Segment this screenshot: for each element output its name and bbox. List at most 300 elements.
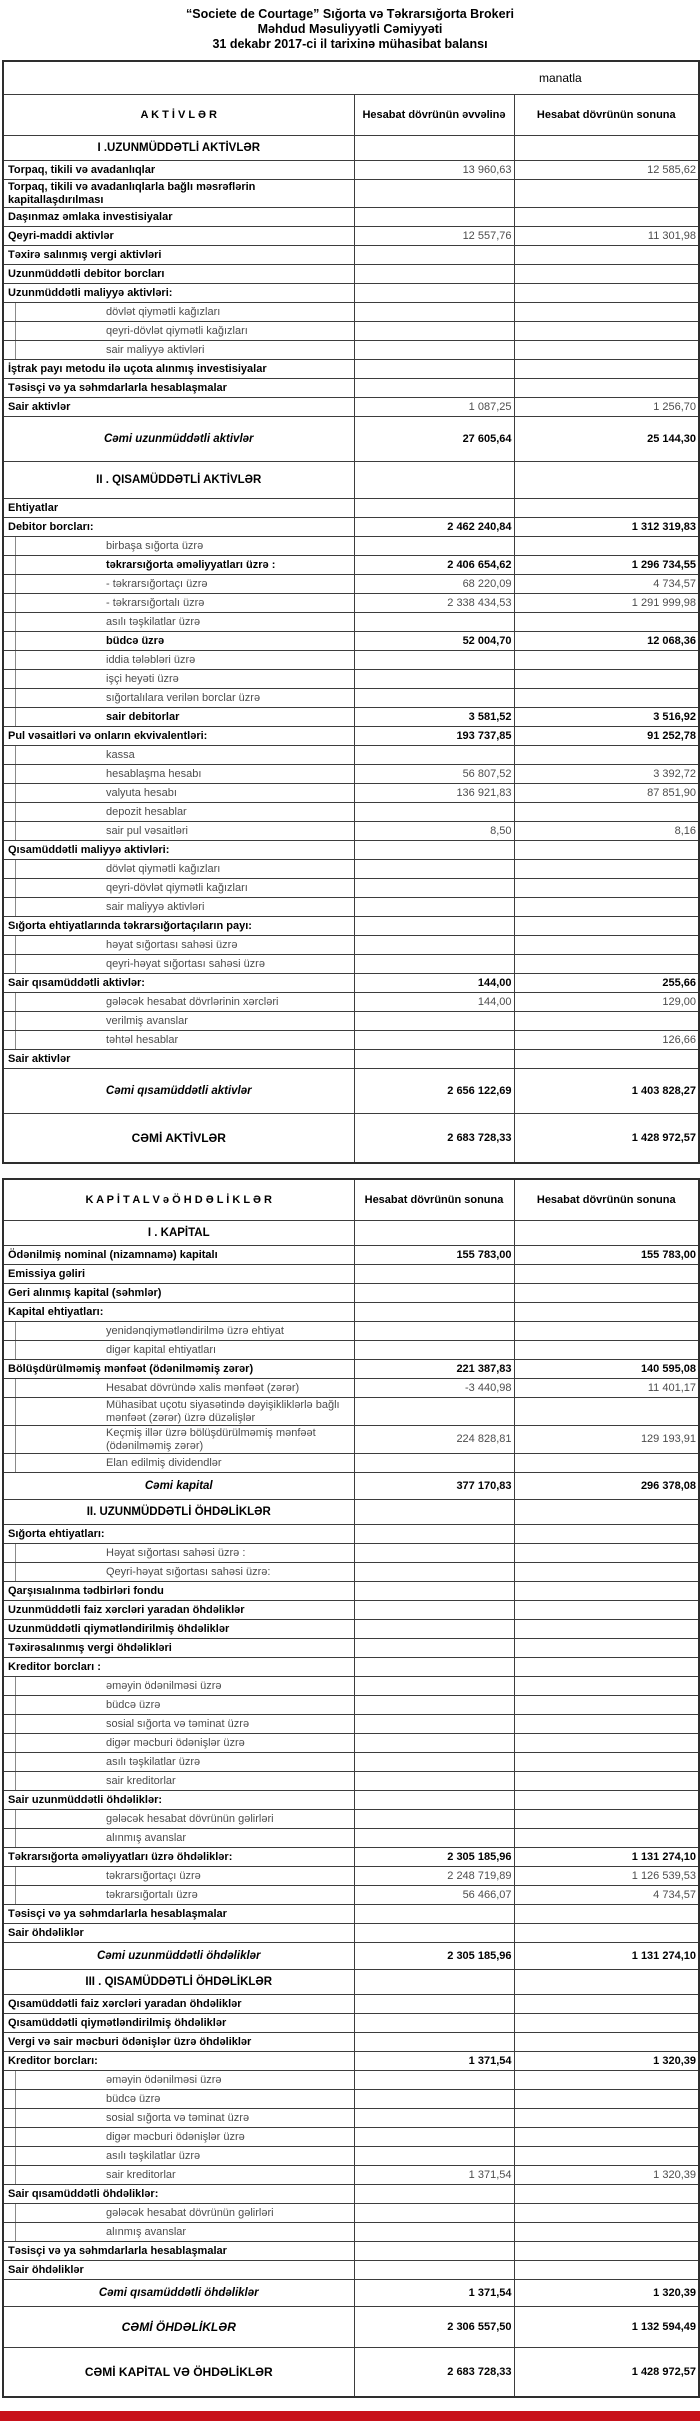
value-cell-period-1 xyxy=(354,379,514,398)
table-row xyxy=(3,2128,699,2147)
assets-header-col1: Hesabat dövrünün əvvəlinə xyxy=(354,95,514,136)
row-label: II. UZUNMÜDDƏTLİ ÖHDƏLİKLƏR xyxy=(3,1500,354,1525)
value-cell-period-2 xyxy=(514,1924,699,1943)
row-label: Emissiya gəliri xyxy=(3,1265,354,1284)
value-cell-period-2 xyxy=(514,936,699,955)
value-cell-period-1 xyxy=(354,689,514,708)
row-label: gələcək hesabat dövrünün gəlirləri xyxy=(3,2204,354,2223)
value-cell-period-1 xyxy=(354,322,514,341)
row-label: büdcə üzrə xyxy=(3,1696,354,1715)
value-cell-period-1 xyxy=(354,803,514,822)
value-cell-period-2: 1 320,39 xyxy=(514,2280,699,2307)
equity-header-label: K A P İ T A L V ə Ö H D Ə L İ K L Ə R xyxy=(3,1179,354,1221)
row-label: Torpaq, tikili və avadanlıqlar xyxy=(3,161,354,180)
value-cell-period-1: 144,00 xyxy=(354,993,514,1012)
value-cell-period-2 xyxy=(514,1284,699,1303)
value-cell-period-1: 2 338 434,53 xyxy=(354,594,514,613)
table-row xyxy=(3,1995,699,2014)
value-cell-period-2: 1 428 972,57 xyxy=(514,2348,699,2398)
value-cell-period-2 xyxy=(514,1500,699,1525)
table-row xyxy=(3,136,699,161)
row-label: Vergi və sair məcburi ödənişlər üzrə öhdəliklər xyxy=(3,2033,354,2052)
row-label: Kapital ehtiyatları: xyxy=(3,1303,354,1322)
value-cell-period-2 xyxy=(514,322,699,341)
value-cell-period-1 xyxy=(354,2242,514,2261)
row-label: asılı təşkilatlar üzrə xyxy=(3,1753,354,1772)
value-cell-period-2 xyxy=(514,1639,699,1658)
value-cell-period-1 xyxy=(354,2033,514,2052)
value-cell-period-1: 221 387,83 xyxy=(354,1360,514,1379)
value-cell-period-2: 1 132 594,49 xyxy=(514,2307,699,2348)
value-cell-period-1 xyxy=(354,1829,514,1848)
table-row xyxy=(3,303,699,322)
table-row xyxy=(3,284,699,303)
table-row xyxy=(3,1601,699,1620)
value-cell-period-1 xyxy=(354,860,514,879)
table-row xyxy=(3,1246,699,1265)
table-row xyxy=(3,1050,699,1069)
value-cell-period-1: 193 737,85 xyxy=(354,727,514,746)
value-cell-period-1 xyxy=(354,1753,514,1772)
value-cell-period-1: 8,50 xyxy=(354,822,514,841)
value-cell-period-2 xyxy=(514,2033,699,2052)
value-cell-period-1: 2 683 728,33 xyxy=(354,1114,514,1164)
row-label: digər məcburi ödənişlər üzrə xyxy=(3,2128,354,2147)
row-label: Debitor borcları: xyxy=(3,518,354,537)
row-label: CƏMİ AKTİVLƏR xyxy=(3,1114,354,1164)
value-cell-period-2: 11 301,98 xyxy=(514,227,699,246)
value-cell-period-1 xyxy=(354,1012,514,1031)
row-label: Qısamüddətli maliyyə aktivləri: xyxy=(3,841,354,860)
row-label: Təxirəsalınmış vergi öhdəlikləri xyxy=(3,1639,354,1658)
table-row xyxy=(3,1772,699,1791)
table-row xyxy=(3,246,699,265)
value-cell-period-2 xyxy=(514,499,699,518)
value-cell-period-2 xyxy=(514,360,699,379)
value-cell-period-2 xyxy=(514,1544,699,1563)
row-label: Həyat sığortası sahəsi üzrə : xyxy=(3,1544,354,1563)
assets-header-label: A K T İ V L Ə R xyxy=(3,95,354,136)
value-cell-period-1 xyxy=(354,1715,514,1734)
value-cell-period-2 xyxy=(514,462,699,499)
row-label: III . QISAMÜDDƏTLİ ÖHDƏLİKLƏR xyxy=(3,1970,354,1995)
row-label: Qısamüddətli faiz xərcləri yaradan öhdəliklər xyxy=(3,1995,354,2014)
value-cell-period-2 xyxy=(514,1525,699,1544)
value-cell-period-1: 2 656 122,69 xyxy=(354,1069,514,1114)
row-label: CƏMİ KAPİTAL VƏ ÖHDƏLİKLƏR xyxy=(3,2348,354,2398)
table-row xyxy=(3,265,699,284)
row-label: Keçmiş illər üzrə bölüşdürülməmiş mənfəət (ödənilməmiş zərər) xyxy=(3,1426,354,1454)
value-cell-period-1 xyxy=(354,2090,514,2109)
value-cell-period-2 xyxy=(514,1905,699,1924)
value-cell-period-2 xyxy=(514,879,699,898)
value-cell-period-1 xyxy=(354,1639,514,1658)
value-cell-period-2: 4 734,57 xyxy=(514,575,699,594)
bottom-red-bar xyxy=(0,2411,700,2421)
value-cell-period-2 xyxy=(514,803,699,822)
value-cell-period-2 xyxy=(514,1829,699,1848)
row-label: hesablaşma hesabı xyxy=(3,765,354,784)
table-row xyxy=(3,462,699,499)
value-cell-period-2: 155 783,00 xyxy=(514,1246,699,1265)
row-label: yenidənqiymətləndirilmə üzrə ehtiyat xyxy=(3,1322,354,1341)
value-cell-period-2 xyxy=(514,1012,699,1031)
value-cell-period-2 xyxy=(514,2204,699,2223)
row-label: birbaşa sığorta üzrə xyxy=(3,537,354,556)
table-row xyxy=(3,2014,699,2033)
table-row xyxy=(3,360,699,379)
row-label: dövlət qiymətli kağızları xyxy=(3,860,354,879)
row-label: həyat sığortası sahəsi üzrə xyxy=(3,936,354,955)
row-label: Sığorta ehtiyatlarında təkrarsığortaçıların payı: xyxy=(3,917,354,936)
table-row xyxy=(3,1886,699,1905)
value-cell-period-1 xyxy=(354,1303,514,1322)
row-label: Sair qısamüddətli öhdəliklər: xyxy=(3,2185,354,2204)
row-label: valyuta hesabı xyxy=(3,784,354,803)
currency-label: manatla xyxy=(3,61,699,95)
table-row xyxy=(3,2223,699,2242)
value-cell-period-1 xyxy=(354,1810,514,1829)
value-cell-period-2 xyxy=(514,2223,699,2242)
value-cell-period-2: 3 516,92 xyxy=(514,708,699,727)
value-cell-period-1: 56 466,07 xyxy=(354,1886,514,1905)
value-cell-period-1 xyxy=(354,746,514,765)
value-cell-period-1: 56 807,52 xyxy=(354,765,514,784)
value-cell-period-1 xyxy=(354,180,514,208)
value-cell-period-2 xyxy=(514,1620,699,1639)
value-cell-period-1: 377 170,83 xyxy=(354,1473,514,1500)
value-cell-period-1: 3 581,52 xyxy=(354,708,514,727)
row-label: Uzunmüddətli maliyyə aktivləri: xyxy=(3,284,354,303)
value-cell-period-2 xyxy=(514,1772,699,1791)
value-cell-period-2 xyxy=(514,1753,699,1772)
value-cell-period-1: 2 306 557,50 xyxy=(354,2307,514,2348)
assets-header-row xyxy=(3,95,699,136)
value-cell-period-1 xyxy=(354,2071,514,2090)
equity-header-col2: Hesabat dövrünün sonuna xyxy=(514,1179,699,1221)
value-cell-period-1: 2 248 719,89 xyxy=(354,1867,514,1886)
value-cell-period-1 xyxy=(354,1905,514,1924)
value-cell-period-2 xyxy=(514,670,699,689)
value-cell-period-2 xyxy=(514,341,699,360)
value-cell-period-2 xyxy=(514,1810,699,1829)
row-label: Təsisçi və ya səhmdarlarla hesablaşmalar xyxy=(3,2242,354,2261)
table-row xyxy=(3,2033,699,2052)
table-row xyxy=(3,765,699,784)
table-row xyxy=(3,613,699,632)
value-cell-period-1 xyxy=(354,1601,514,1620)
table-row xyxy=(3,670,699,689)
table-row xyxy=(3,180,699,208)
table-row xyxy=(3,1069,699,1114)
value-cell-period-2: 3 392,72 xyxy=(514,765,699,784)
table-row xyxy=(3,1563,699,1582)
table-row xyxy=(3,1943,699,1970)
value-cell-period-2 xyxy=(514,1677,699,1696)
table-row xyxy=(3,1360,699,1379)
equity-table xyxy=(2,1178,700,2398)
table-row xyxy=(3,860,699,879)
value-cell-period-2 xyxy=(514,1791,699,1810)
table-row xyxy=(3,1284,699,1303)
value-cell-period-1 xyxy=(354,1525,514,1544)
table-row xyxy=(3,2052,699,2071)
row-label: Sair aktivlər xyxy=(3,1050,354,1069)
row-label: sair kreditorlar xyxy=(3,2166,354,2185)
table-row xyxy=(3,1715,699,1734)
table-row xyxy=(3,1829,699,1848)
row-label: depozit hesablar xyxy=(3,803,354,822)
row-label: verilmiş avanslar xyxy=(3,1012,354,1031)
value-cell-period-2 xyxy=(514,1322,699,1341)
value-cell-period-1 xyxy=(354,1544,514,1563)
title-line-3: 31 dekabr 2017-ci il tarixinə mühasibat balansı xyxy=(212,37,488,51)
row-label: qeyri-həyat sığortası sahəsi üzrə xyxy=(3,955,354,974)
currency-row xyxy=(3,61,699,95)
row-label: Qeyri-həyat sığortası sahəsi üzrə: xyxy=(3,1563,354,1582)
row-label: qeyri-dövlət qiymətli kağızları xyxy=(3,322,354,341)
table-row xyxy=(3,417,699,462)
table-row xyxy=(3,708,699,727)
row-label: sosial sığorta və təminat üzrə xyxy=(3,1715,354,1734)
assets-table xyxy=(2,60,700,1164)
row-label: digər məcburi ödənişlər üzrə xyxy=(3,1734,354,1753)
row-label: Sair aktivlər xyxy=(3,398,354,417)
value-cell-period-1 xyxy=(354,1970,514,1995)
row-label: Torpaq, tikili və avadanlıqlarla bağlı məsrəflərin kapitallaşdırılması xyxy=(3,180,354,208)
value-cell-period-1 xyxy=(354,341,514,360)
table-row xyxy=(3,518,699,537)
value-cell-period-2: 1 131 274,10 xyxy=(514,1848,699,1867)
value-cell-period-2: 1 312 319,83 xyxy=(514,518,699,537)
value-cell-period-1 xyxy=(354,651,514,670)
value-cell-period-2: 87 851,90 xyxy=(514,784,699,803)
value-cell-period-2: 1 296 734,55 xyxy=(514,556,699,575)
table-row xyxy=(3,1341,699,1360)
value-cell-period-1 xyxy=(354,1620,514,1639)
table-row xyxy=(3,227,699,246)
row-label: Sair öhdəliklər xyxy=(3,2261,354,2280)
value-cell-period-2 xyxy=(514,2185,699,2204)
row-label: Ödənilmiş nominal (nizamnamə) kapitalı xyxy=(3,1246,354,1265)
value-cell-period-1: 136 921,83 xyxy=(354,784,514,803)
table-row xyxy=(3,1867,699,1886)
value-cell-period-1 xyxy=(354,1031,514,1050)
value-cell-period-1 xyxy=(354,1563,514,1582)
table-gap xyxy=(0,1164,700,1178)
value-cell-period-1 xyxy=(354,1500,514,1525)
value-cell-period-1 xyxy=(354,2204,514,2223)
table-row xyxy=(3,746,699,765)
value-cell-period-1: -3 440,98 xyxy=(354,1379,514,1398)
value-cell-period-2: 11 401,17 xyxy=(514,1379,699,1398)
row-label: asılı təşkilatlar üzrə xyxy=(3,2147,354,2166)
value-cell-period-2 xyxy=(514,746,699,765)
row-label: gələcək hesabat dövrlərinin xərcləri xyxy=(3,993,354,1012)
value-cell-period-2 xyxy=(514,2109,699,2128)
table-row xyxy=(3,1454,699,1473)
row-label: sair maliyyə aktivləri xyxy=(3,341,354,360)
value-cell-period-2 xyxy=(514,2242,699,2261)
row-label: CƏMİ ÖHDƏLİKLƏR xyxy=(3,2307,354,2348)
table-row xyxy=(3,1620,699,1639)
value-cell-period-1 xyxy=(354,1924,514,1943)
table-row xyxy=(3,398,699,417)
value-cell-period-1 xyxy=(354,1772,514,1791)
table-row xyxy=(3,2071,699,2090)
table-row xyxy=(3,803,699,822)
table-row xyxy=(3,898,699,917)
value-cell-period-1 xyxy=(354,1265,514,1284)
table-row xyxy=(3,1473,699,1500)
value-cell-period-2 xyxy=(514,1970,699,1995)
value-cell-period-1 xyxy=(354,2128,514,2147)
value-cell-period-1 xyxy=(354,936,514,955)
table-row xyxy=(3,974,699,993)
row-label: Sığorta ehtiyatları: xyxy=(3,1525,354,1544)
table-row xyxy=(3,1848,699,1867)
row-label: Cəmi qısamüddətli aktivlər xyxy=(3,1069,354,1114)
value-cell-period-2 xyxy=(514,1398,699,1426)
row-label: büdcə üzrə xyxy=(3,2090,354,2109)
value-cell-period-1 xyxy=(354,2261,514,2280)
table-row xyxy=(3,1303,699,1322)
table-row xyxy=(3,161,699,180)
row-label: qeyri-dövlət qiymətli kağızları xyxy=(3,879,354,898)
value-cell-period-1 xyxy=(354,955,514,974)
document-title xyxy=(0,0,700,60)
table-row xyxy=(3,2109,699,2128)
value-cell-period-2 xyxy=(514,537,699,556)
value-cell-period-1: 1 371,54 xyxy=(354,2052,514,2071)
value-cell-period-1 xyxy=(354,2185,514,2204)
value-cell-period-1 xyxy=(354,208,514,227)
row-label: Cəmi uzunmüddətli öhdəliklər xyxy=(3,1943,354,1970)
row-label: Qarşısıalınma tədbirləri fondu xyxy=(3,1582,354,1601)
row-label: Elan edilmiş dividendlər xyxy=(3,1454,354,1473)
table-row xyxy=(3,2348,699,2398)
table-row xyxy=(3,1398,699,1426)
row-label: sair maliyyə aktivləri xyxy=(3,898,354,917)
row-label: işçi heyəti üzrə xyxy=(3,670,354,689)
value-cell-period-1: 27 605,64 xyxy=(354,417,514,462)
row-label: alınmış avanslar xyxy=(3,1829,354,1848)
value-cell-period-2: 1 126 539,53 xyxy=(514,1867,699,1886)
value-cell-period-1: 2 683 728,33 xyxy=(354,2348,514,2398)
table-row xyxy=(3,1970,699,1995)
row-label: Təsisçi və ya səhmdarlarla hesablaşmalar xyxy=(3,379,354,398)
value-cell-period-2 xyxy=(514,860,699,879)
value-cell-period-1 xyxy=(354,2147,514,2166)
value-cell-period-2 xyxy=(514,246,699,265)
table-row xyxy=(3,1677,699,1696)
table-row xyxy=(3,1500,699,1525)
value-cell-period-1: 2 305 185,96 xyxy=(354,1943,514,1970)
value-cell-period-1: 52 004,70 xyxy=(354,632,514,651)
value-cell-period-1 xyxy=(354,1050,514,1069)
row-label: Cəmi kapital xyxy=(3,1473,354,1500)
table-row xyxy=(3,379,699,398)
value-cell-period-1 xyxy=(354,670,514,689)
value-cell-period-1 xyxy=(354,246,514,265)
value-cell-period-1 xyxy=(354,1995,514,2014)
table-row xyxy=(3,689,699,708)
value-cell-period-1 xyxy=(354,537,514,556)
value-cell-period-2 xyxy=(514,2014,699,2033)
row-label: Təsisçi və ya səhmdarlarla hesablaşmalar xyxy=(3,1905,354,1924)
value-cell-period-2 xyxy=(514,2128,699,2147)
table-row xyxy=(3,841,699,860)
value-cell-period-1 xyxy=(354,1582,514,1601)
row-label: Təxirə salınmış vergi aktivləri xyxy=(3,246,354,265)
row-label: Daşınmaz əmlaka investisiyalar xyxy=(3,208,354,227)
value-cell-period-2: 129,00 xyxy=(514,993,699,1012)
table-row xyxy=(3,1734,699,1753)
row-label: Sair uzunmüddətli öhdəliklər: xyxy=(3,1791,354,1810)
value-cell-period-1 xyxy=(354,1398,514,1426)
value-cell-period-2 xyxy=(514,1341,699,1360)
value-cell-period-2: 1 320,39 xyxy=(514,2166,699,2185)
value-cell-period-2 xyxy=(514,689,699,708)
table-row xyxy=(3,2090,699,2109)
table-row xyxy=(3,2147,699,2166)
row-label: I .UZUNMÜDDƏTLİ AKTİVLƏR xyxy=(3,136,354,161)
value-cell-period-2 xyxy=(514,303,699,322)
table-row xyxy=(3,727,699,746)
value-cell-period-2: 8,16 xyxy=(514,822,699,841)
table-row xyxy=(3,993,699,1012)
table-row xyxy=(3,1031,699,1050)
row-label: Pul vəsaitləri və onların ekvivalentləri: xyxy=(3,727,354,746)
row-label: Təkrarsığorta əməliyyatları üzrə öhdəliklər: xyxy=(3,1848,354,1867)
table-row xyxy=(3,1924,699,1943)
row-label: Mühasibat uçotu siyasətində dəyişikliklərlə bağlı mənfəət (zərər) üzrə düzəlişlər xyxy=(3,1398,354,1426)
value-cell-period-1 xyxy=(354,1734,514,1753)
table-row xyxy=(3,1322,699,1341)
row-label: sığortalılara verilən borclar üzrə xyxy=(3,689,354,708)
value-cell-period-2 xyxy=(514,284,699,303)
row-label: Kreditor borcları : xyxy=(3,1658,354,1677)
value-cell-period-1 xyxy=(354,1791,514,1810)
value-cell-period-1 xyxy=(354,2223,514,2242)
table-row xyxy=(3,537,699,556)
value-cell-period-2: 12 585,62 xyxy=(514,161,699,180)
table-row xyxy=(3,632,699,651)
table-row xyxy=(3,1810,699,1829)
value-cell-period-2 xyxy=(514,136,699,161)
table-row xyxy=(3,1639,699,1658)
table-row xyxy=(3,955,699,974)
value-cell-period-2 xyxy=(514,265,699,284)
row-label: əməyin ödənilməsi üzrə xyxy=(3,2071,354,2090)
row-label: sair debitorlar xyxy=(3,708,354,727)
row-label: I . KAPİTAL xyxy=(3,1221,354,1246)
value-cell-period-1 xyxy=(354,1322,514,1341)
value-cell-period-1 xyxy=(354,284,514,303)
value-cell-period-2 xyxy=(514,2147,699,2166)
value-cell-period-2 xyxy=(514,1715,699,1734)
value-cell-period-1 xyxy=(354,1454,514,1473)
value-cell-period-1: 155 783,00 xyxy=(354,1246,514,1265)
value-cell-period-1: 13 960,63 xyxy=(354,161,514,180)
value-cell-period-2 xyxy=(514,180,699,208)
row-label: təkrarsığortaçı üzrə xyxy=(3,1867,354,1886)
title-line-2: Məhdud Məsuliyyətli Cəmiyyəti xyxy=(257,22,443,36)
value-cell-period-1: 224 828,81 xyxy=(354,1426,514,1454)
value-cell-period-2: 129 193,91 xyxy=(514,1426,699,1454)
table-row xyxy=(3,1544,699,1563)
row-label: Geri alınmış kapital (səhmlər) xyxy=(3,1284,354,1303)
